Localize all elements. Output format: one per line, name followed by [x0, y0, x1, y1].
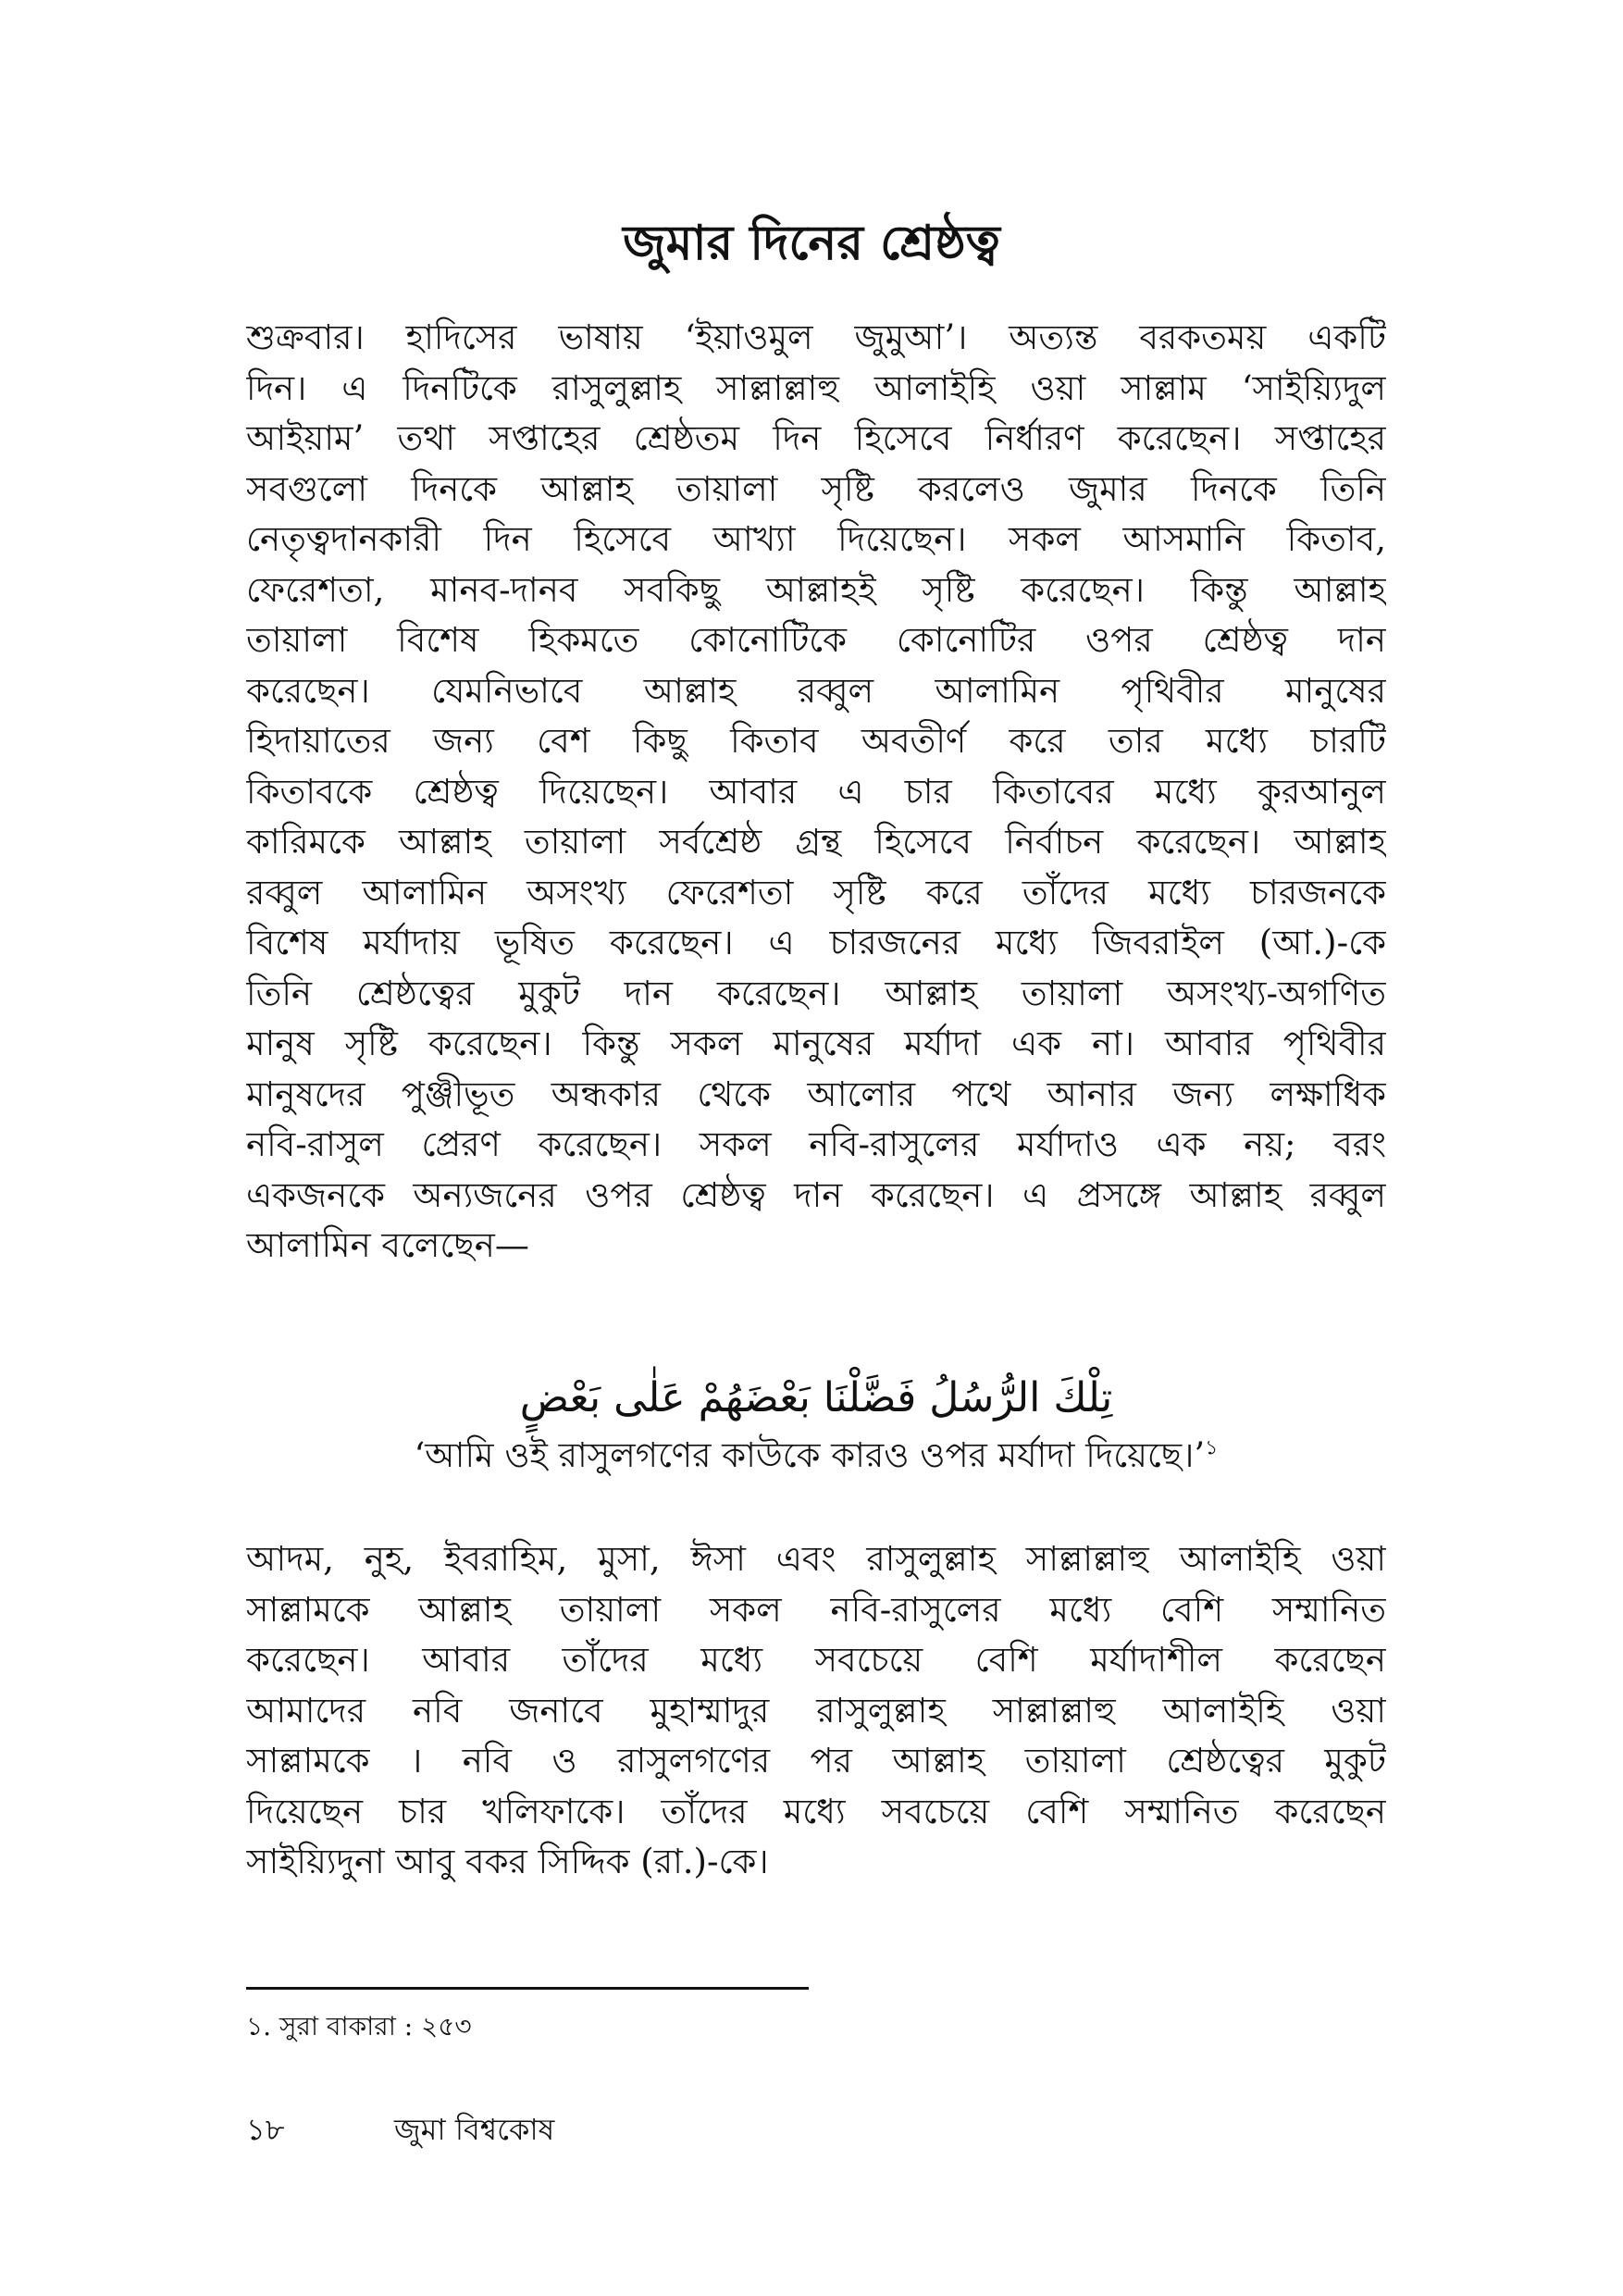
- paragraph-line: সাল্লামকে আল্লাহ তায়ালা সকল নবি-রাসুলের মধ্যে বেশি সম্মানিত: [246, 1589, 1386, 1630]
- paragraph-line: আমাদের নবি জনাবে মুহাম্মাদুর রাসুলুল্লাহ সাল্লাল্লাহু আলাইহি ওয়া: [246, 1690, 1386, 1731]
- paragraph-line: তায়ালা বিশেষ হিকমতে কোনোটিকে কোনোটির ওপর শ্রেষ্ঠত্ব দান: [246, 620, 1386, 660]
- paragraph-line: মানুষ সৃষ্টি করেছেন। কিন্তু সকল মানুষের মর্যাদা এক না। আবার পৃথিবীর: [246, 1024, 1386, 1063]
- paragraph-line: নবি-রাসুল প্রেরণ করেছেন। সকল নবি-রাসুলের মর্যাদাও এক নয়; বরং: [246, 1124, 1386, 1164]
- paragraph-line: আলামিন বলেছেন—: [246, 1225, 529, 1265]
- page-number: ১৮: [246, 2112, 285, 2147]
- paragraph-line: রব্বুল আলামিন অসংখ্য ফেরেশতা সৃষ্টি করে তাঁদের মধ্যে চারজনকে: [246, 872, 1386, 912]
- paragraph-1: [246, 313, 1386, 1272]
- paragraph-line: তিনি শ্রেষ্ঠত্বের মুকুট দান করেছেন। আল্লাহ তায়ালা অসংখ্য-অগণিত: [246, 973, 1386, 1013]
- paragraph-line: করেছেন। আবার তাঁদের মধ্যে সবচেয়ে বেশি মর্যাদাশীল করেছেন: [246, 1640, 1386, 1680]
- book-title: জুমা বিশ্বকোষ: [394, 2112, 555, 2147]
- paragraph-2: [246, 1534, 1386, 1888]
- arabic-verse: تِلْكَ الرُّسُلُ فَضَّلْنَا بَعْضَهُمْ عَلٰى بَعْضٍ: [519, 1374, 1113, 1421]
- paragraph-line: কারিমকে আল্লাহ তায়ালা সর্বশ্রেষ্ঠ গ্রন্থ হিসেবে নির্বাচন করেছেন। আল্লাহ: [246, 822, 1386, 862]
- paragraph-line: শুক্রবার। হাদিসের ভাষায় ‘ইয়াওমুল জুমুআ’। অত্যন্ত বরকতময় একটি: [246, 317, 1386, 357]
- paragraph-line: করেছেন। যেমনিভাবে আল্লাহ রব্বুল আলামিন পৃথিবীর মানুষের: [246, 670, 1386, 711]
- paragraph-line: নেতৃত্বদানকারী দিন হিসেবে আখ্যা দিয়েছেন। সকল আসমানি কিতাব,: [246, 519, 1386, 559]
- paragraph-line: দিন। এ দিনটিকে রাসুলুল্লাহ সাল্লাল্লাহু আলাইহি ওয়া সাল্লাম ‘সাইয়্যিদুল: [246, 367, 1386, 408]
- footnote-marker: ১: [1205, 1436, 1219, 1460]
- paragraph-line: সাল্লামকে । নবি ও রাসুলগণের পর আল্লাহ তায়ালা শ্রেষ্ঠত্বের মুকুট: [246, 1741, 1386, 1781]
- paragraph-line: মানুষদের পুঞ্জীভূত অন্ধকার থেকে আলোর পথে আনার জন্য লক্ষাধিক: [246, 1074, 1386, 1114]
- verse-translation: [246, 1431, 1386, 1481]
- paragraph-line: সবগুলো দিনকে আল্লাহ তায়ালা সৃষ্টি করলেও জুমার দিনকে তিনি: [246, 468, 1386, 509]
- paragraph-line: আদম, নুহ, ইবরাহিম, মুসা, ঈসা এবং রাসুলুল্লাহ সাল্লাল্লাহু আলাইহি ওয়া: [246, 1539, 1386, 1579]
- paragraph-line: সাইয়্যিদুনা আবু বকর সিদ্দিক (রা.)-কে।: [246, 1842, 769, 1881]
- paragraph-line: হিদায়াতের জন্য বেশ কিছু কিতাব অবতীর্ণ করে তার মধ্যে চারটি: [246, 721, 1386, 761]
- paragraph-line: দিয়েছেন চার খলিফাকে। তাঁদের মধ্যে সবচেয়ে বেশি সম্মানিত করেছেন: [246, 1791, 1386, 1831]
- paragraph-line: ফেরেশতা, মানব-দানব সবকিছু আল্লাহই সৃষ্টি করেছেন। কিন্তু আল্লাহ: [246, 569, 1386, 610]
- paragraph-line: আইয়াম’ তথা সপ্তাহের শ্রেষ্ঠতম দিন হিসেবে নির্ধারণ করেছেন। সপ্তাহের: [246, 418, 1386, 458]
- verse-translation-text: ‘আমি ওই রাসুলগণের কাউকে কারও ওপর মর্যাদা দিয়েছে।’: [414, 1435, 1206, 1475]
- footnote-divider: [246, 1987, 809, 1990]
- paragraph-line: বিশেষ মর্যাদায় ভূষিত করেছেন। এ চারজনের মধ্যে জিবরাইল (আ.)-কে: [246, 923, 1386, 962]
- page-title: জুমার দিনের শ্রেষ্ঠত্ব: [623, 216, 1000, 271]
- paragraph-line: কিতাবকে শ্রেষ্ঠত্ব দিয়েছেন। আবার এ চার কিতাবের মধ্যে কুরআনুল: [246, 771, 1386, 812]
- paragraph-line: একজনকে অন্যজনের ওপর শ্রেষ্ঠত্ব দান করেছেন। এ প্রসঙ্গে আল্লাহ রব্বুল: [246, 1174, 1386, 1215]
- page-footer: [246, 2108, 554, 2151]
- footnote: ১. সুরা বাকারা : ২৫৩: [246, 2011, 472, 2042]
